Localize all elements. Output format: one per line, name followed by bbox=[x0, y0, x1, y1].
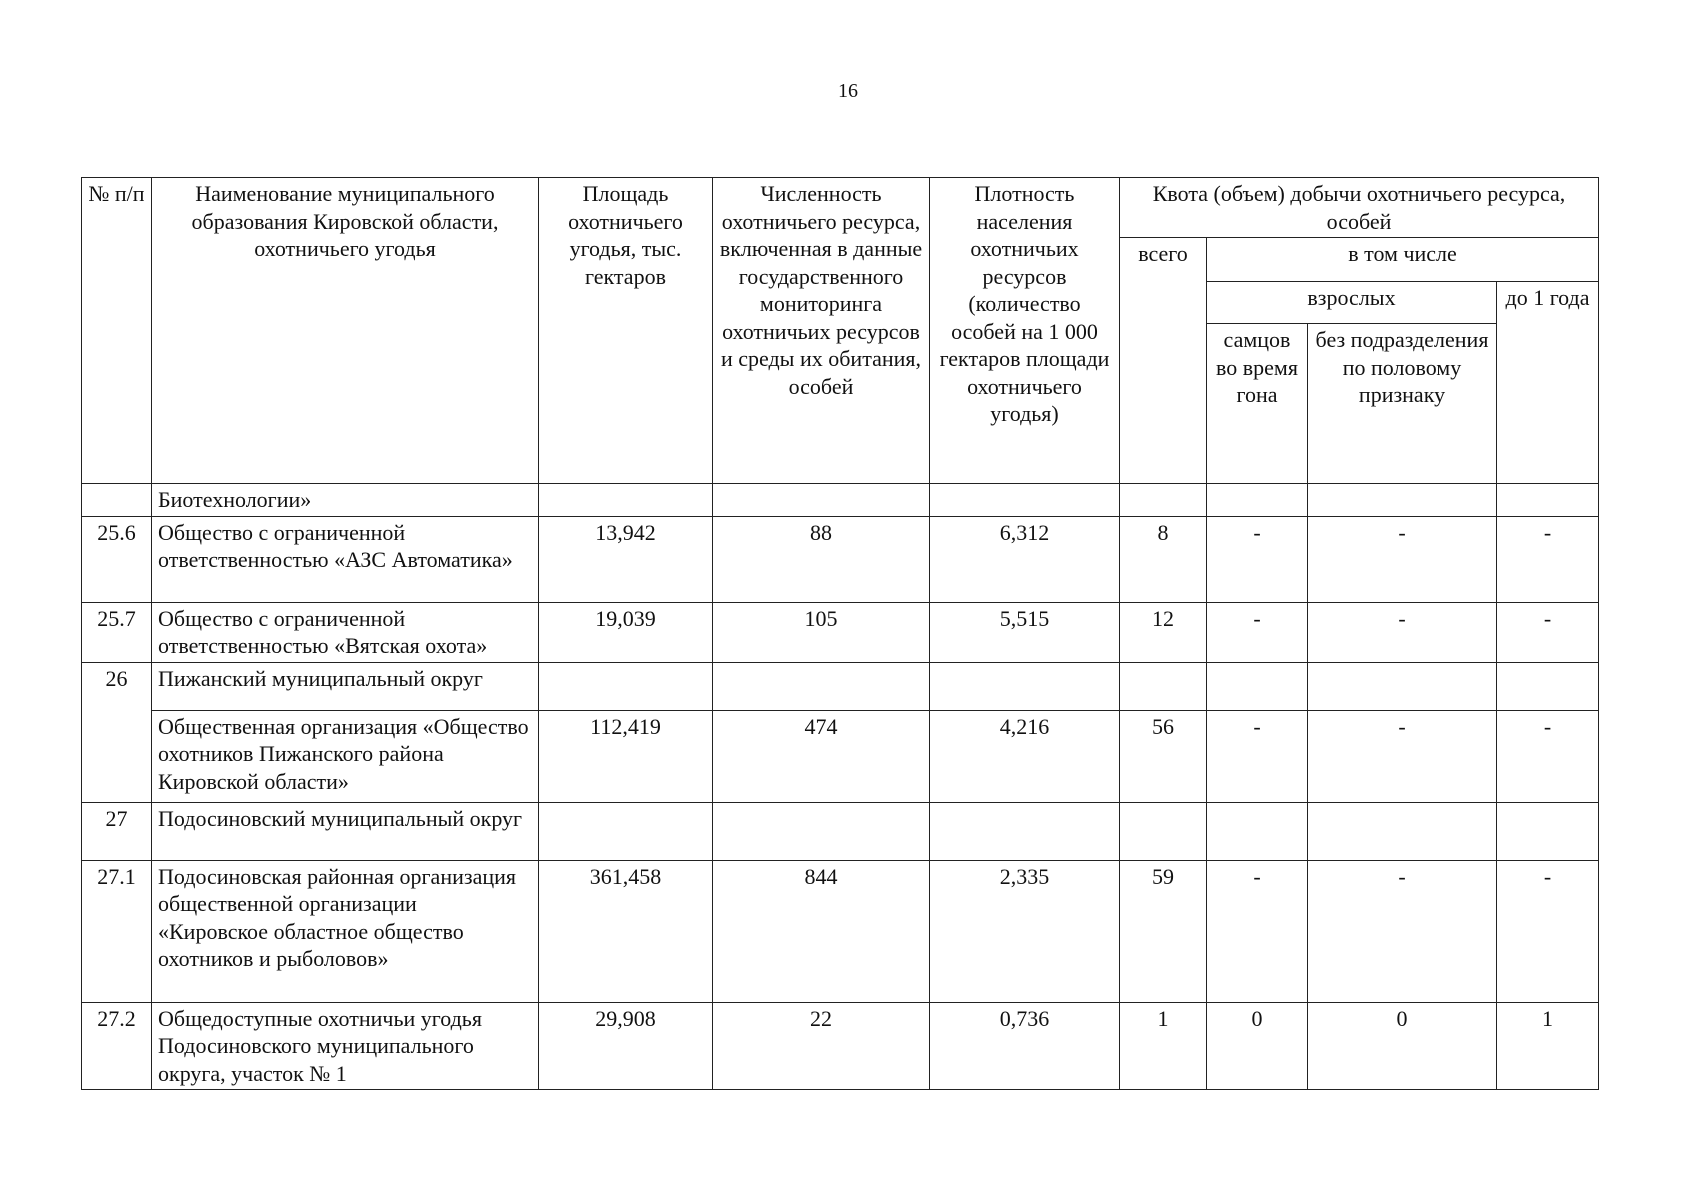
header-area: Площадь охотничьего угодья, тыс. гектаров bbox=[539, 178, 713, 484]
cell-total: 1 bbox=[1120, 1002, 1207, 1090]
cell-num: 27.2 bbox=[82, 1002, 152, 1090]
cell-nosex bbox=[1308, 662, 1497, 710]
table-row bbox=[82, 516, 1599, 602]
cell-males: - bbox=[1207, 516, 1308, 602]
cell-area: 112,419 bbox=[539, 710, 713, 802]
cell-count bbox=[713, 484, 930, 517]
cell-name: Общедоступные охотничьи угодья Подосиновского муниципального округа, участок № 1 bbox=[152, 1002, 539, 1090]
cell-area bbox=[539, 802, 713, 860]
cell-area bbox=[539, 662, 713, 710]
cell-under1: 1 bbox=[1497, 1002, 1599, 1090]
table-row bbox=[82, 602, 1599, 662]
quota-table bbox=[81, 177, 1599, 1090]
cell-males: 0 bbox=[1207, 1002, 1308, 1090]
cell-nosex: - bbox=[1308, 710, 1497, 802]
page-number: 16 bbox=[838, 80, 858, 102]
cell-males: - bbox=[1207, 602, 1308, 662]
cell-area: 29,908 bbox=[539, 1002, 713, 1090]
header-quota: Квота (объем) добычи охотничьего ресурса, особей bbox=[1120, 178, 1599, 238]
cell-density: 0,736 bbox=[930, 1002, 1120, 1090]
header-total: всего bbox=[1120, 238, 1207, 484]
cell-under1: - bbox=[1497, 602, 1599, 662]
cell-count: 22 bbox=[713, 1002, 930, 1090]
cell-total bbox=[1120, 484, 1207, 517]
table-row bbox=[82, 662, 1599, 710]
table-body bbox=[82, 484, 1599, 1090]
table-row bbox=[82, 860, 1599, 1002]
header-under1: до 1 года bbox=[1497, 282, 1599, 484]
cell-nosex bbox=[1308, 802, 1497, 860]
header-count: Численность охотничьего ресурса, включенная в данные государственного мониторинга охотничьих ресурсов и среды их обитания, особей bbox=[713, 178, 930, 484]
cell-males: - bbox=[1207, 860, 1308, 1002]
cell-num: 27 bbox=[82, 802, 152, 860]
cell-count bbox=[713, 662, 930, 710]
cell-num: 26 bbox=[82, 662, 152, 710]
header-males: самцов во время гона bbox=[1207, 324, 1308, 484]
cell-count: 88 bbox=[713, 516, 930, 602]
cell-density bbox=[930, 484, 1120, 517]
cell-count: 474 bbox=[713, 710, 930, 802]
cell-total bbox=[1120, 802, 1207, 860]
table-header bbox=[82, 178, 1599, 484]
cell-name: Пижанский муниципальный округ bbox=[152, 662, 539, 710]
cell-area bbox=[539, 484, 713, 517]
cell-under1 bbox=[1497, 484, 1599, 517]
cell-num: 25.7 bbox=[82, 602, 152, 662]
cell-name: Подосиновская районная организация общественной организации «Кировское областное общество охотников и рыболовов» bbox=[152, 860, 539, 1002]
cell-total: 8 bbox=[1120, 516, 1207, 602]
cell-total: 56 bbox=[1120, 710, 1207, 802]
cell-males: - bbox=[1207, 710, 1308, 802]
table-row bbox=[82, 710, 1599, 802]
cell-nosex bbox=[1308, 484, 1497, 517]
cell-total: 12 bbox=[1120, 602, 1207, 662]
cell-count: 105 bbox=[713, 602, 930, 662]
cell-males bbox=[1207, 802, 1308, 860]
cell-count: 844 bbox=[713, 860, 930, 1002]
cell-total: 59 bbox=[1120, 860, 1207, 1002]
cell-males bbox=[1207, 484, 1308, 517]
cell-name: Подосиновский муниципальный округ bbox=[152, 802, 539, 860]
cell-density bbox=[930, 802, 1120, 860]
cell-area: 19,039 bbox=[539, 602, 713, 662]
cell-nosex: 0 bbox=[1308, 1002, 1497, 1090]
cell-name: Общественная организация «Общество охотников Пижанского района Кировской области» bbox=[152, 710, 539, 802]
cell-density: 4,216 bbox=[930, 710, 1120, 802]
cell-nosex: - bbox=[1308, 860, 1497, 1002]
cell-under1: - bbox=[1497, 710, 1599, 802]
header-including: в том числе bbox=[1207, 238, 1599, 282]
cell-under1 bbox=[1497, 662, 1599, 710]
cell-density: 2,335 bbox=[930, 860, 1120, 1002]
header-num: № п/п bbox=[82, 178, 152, 484]
cell-area: 13,942 bbox=[539, 516, 713, 602]
header-density: Плотность населения охотничьих ресурсов (количество особей на 1 000 гектаров площади охотничьего угодья) bbox=[930, 178, 1120, 484]
table-row bbox=[82, 1002, 1599, 1090]
cell-nosex: - bbox=[1308, 516, 1497, 602]
cell-density: 6,312 bbox=[930, 516, 1120, 602]
cell-total bbox=[1120, 662, 1207, 710]
header-name: Наименование муниципального образования Кировской области, охотничьего угодья bbox=[152, 178, 539, 484]
cell-name: Биотехнологии» bbox=[152, 484, 539, 517]
cell-count bbox=[713, 802, 930, 860]
header-nosex: без подразделения по половому признаку bbox=[1308, 324, 1497, 484]
cell-area: 361,458 bbox=[539, 860, 713, 1002]
cell-num: 25.6 bbox=[82, 516, 152, 602]
cell-name: Общество с ограниченной ответственностью «Вятская охота» bbox=[152, 602, 539, 662]
cell-under1: - bbox=[1497, 516, 1599, 602]
table-row bbox=[82, 484, 1599, 517]
cell-nosex: - bbox=[1308, 602, 1497, 662]
cell-under1 bbox=[1497, 802, 1599, 860]
cell-under1: - bbox=[1497, 860, 1599, 1002]
cell-density: 5,515 bbox=[930, 602, 1120, 662]
cell-density bbox=[930, 662, 1120, 710]
header-adults: взрослых bbox=[1207, 282, 1497, 324]
cell-num bbox=[82, 484, 152, 517]
cell-name: Общество с ограниченной ответственностью «АЗС Автоматика» bbox=[152, 516, 539, 602]
cell-num bbox=[82, 710, 152, 802]
cell-num: 27.1 bbox=[82, 860, 152, 1002]
table-row bbox=[82, 802, 1599, 860]
cell-males bbox=[1207, 662, 1308, 710]
